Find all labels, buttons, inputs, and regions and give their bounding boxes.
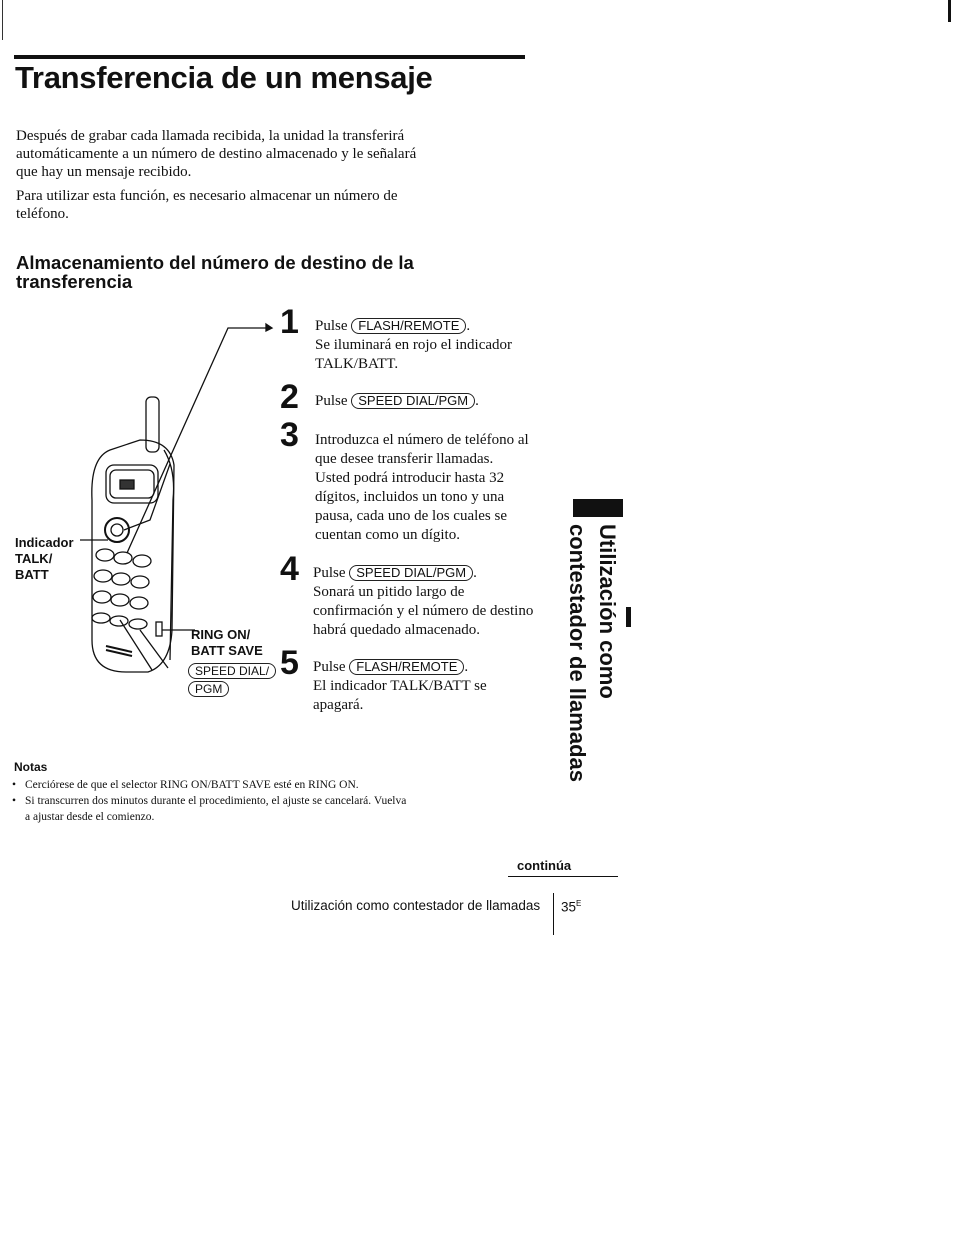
- speed-dial-key-label: [188, 662, 276, 698]
- page-number: $35^E$: [561, 899, 582, 915]
- speed-dial-key: SPEED DIAL/: [188, 663, 276, 679]
- continued-label: continúa: [517, 858, 572, 873]
- scan-edge-mark: [2, 0, 3, 40]
- step-number: 5: [280, 644, 299, 682]
- footer-divider: [553, 893, 554, 935]
- intro-line: que hay un mensaje recibido.: [16, 164, 192, 180]
- continued-rule: [508, 876, 618, 877]
- flash-remote-key: FLASH/REMOTE: [349, 659, 464, 675]
- step-number: 3: [280, 416, 299, 454]
- footer-section-name: Utilización como contestador de llamadas: [291, 898, 541, 913]
- side-section-title: Utilización como contestador de llamadas: [565, 524, 620, 782]
- intro-paragraph-1: [16, 127, 456, 181]
- step-number: 2: [280, 378, 299, 416]
- section-heading: Almacenamiento del número de destino de la transferencia: [16, 252, 414, 292]
- phone-illustration: [80, 300, 295, 700]
- intro-paragraph-2: [16, 187, 456, 223]
- ring-switch-label: RING ON/ BATT SAVE: [191, 627, 263, 658]
- step-number: 1: [280, 303, 299, 341]
- section-tab-marker: [573, 499, 623, 517]
- speed-dial-pgm-key: SPEED DIAL/PGM: [349, 565, 473, 581]
- intro-line: teléfono.: [16, 206, 69, 222]
- step-5-text: Pulse FLASH/REMOTE . El indicador TALK/BATT se apagará.: [313, 659, 487, 713]
- step-4-text: Pulse SPEED DIAL/PGM . Sonará un pitido largo de confirmación y el número de destino habrá quedado almacenado.: [313, 565, 534, 638]
- flash-remote-key: FLASH/REMOTE: [351, 318, 466, 334]
- indicator-label: Indicador TALK/ BATT: [15, 535, 74, 582]
- notes-heading: Notas: [14, 760, 48, 774]
- step-1-text: Pulse FLASH/REMOTE . Se iluminará en rojo el indicador TALK/BATT.: [315, 318, 513, 372]
- page-title: Transferencia de un mensaje: [15, 60, 433, 95]
- step-3-text: Introduzca el número de teléfono al que desee transferir llamadas. Usted podrá introducir hasta 32 dígitos, incluidos un tono y una pausa, cada uno de los cuales se cuentan como un dígito.: [315, 432, 529, 543]
- intro-line: automáticamente a un número de destino almacenado y le señalará: [16, 146, 417, 162]
- note-item-continuation: a ajustar desde el comienzo.: [25, 811, 155, 823]
- step-2-text: Pulse SPEED DIAL/PGM .: [315, 393, 479, 409]
- step-number: 4: [280, 550, 299, 588]
- corner-bar: [948, 0, 951, 22]
- pgm-key: PGM: [188, 681, 229, 697]
- note-item: • Cerciórese de que el selector RING ON/BATT SAVE esté en RING ON.: [12, 779, 359, 791]
- intro-line: Después de grabar cada llamada recibida, la unidad la transferirá: [16, 128, 405, 144]
- note-item: • Si transcurren dos minutos durante el procedimiento, el ajuste se cancelará. Vuelva: [12, 795, 407, 807]
- title-rule: [14, 55, 525, 59]
- speed-dial-pgm-key: SPEED DIAL/PGM: [351, 393, 475, 409]
- notes-list: [12, 777, 472, 825]
- side-tab-tick: [626, 607, 631, 627]
- intro-line: Para utilizar esta función, es necesario almacenar un número de: [16, 188, 398, 204]
